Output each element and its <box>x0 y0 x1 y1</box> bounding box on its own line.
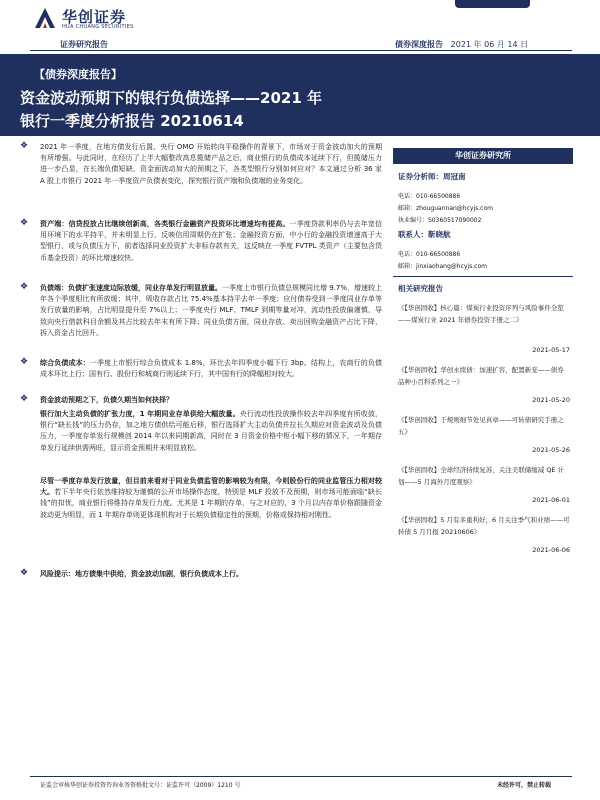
analyst1 <box>398 171 466 182</box>
sidebar-title: 华创证券研究所 <box>455 151 511 160</box>
analyst1-email: 邮箱：zhouguannan@hcyjs.com <box>398 205 493 212</box>
analyst1-cert: 执业编号：S0360517090002 <box>398 217 482 224</box>
related-report-date: 2021-05-26 <box>532 446 570 454</box>
analyst2 <box>398 229 451 240</box>
related-reports-title: 相关研究报告 <box>398 284 443 293</box>
related-report-date: 2021-06-01 <box>532 496 570 504</box>
header-meta <box>395 39 528 50</box>
analyst2-label: 联系人： <box>398 230 428 239</box>
paragraph-liabilities <box>40 283 382 339</box>
company-logo <box>32 5 192 35</box>
paragraph-cost <box>40 358 382 380</box>
cost-heading: 综合负债成本： <box>40 359 90 367</box>
report-type: 证券研究报告 <box>60 40 108 49</box>
related-report-date: 2021-05-20 <box>532 396 570 404</box>
paragraph-assets <box>40 219 382 264</box>
footer-license: 证监会审核华创证券投资咨询业务资格批文号：证监许可（2009）1210 号 <box>40 782 241 789</box>
bullet-icon: ❖ <box>20 282 29 292</box>
regulation-heading: 尽管一季度存单发行放量，但目前来看对于同业负债监管的影响较为有限，今则股份行的同业监管压力相对较大。 <box>40 477 382 497</box>
title-tag: 【债券深度报告】 <box>34 68 122 81</box>
related-report-item[interactable]: 《【华创固收】于规则细节处见真章——可转债研究手册之五》 <box>398 416 564 436</box>
sidebar-divider <box>393 276 573 277</box>
header-divider <box>30 50 572 51</box>
analyst1-phone: 电话：010-66500886 <box>398 193 461 200</box>
bullet-icon: ❖ <box>20 218 29 228</box>
bullet-icon: ❖ <box>20 394 29 404</box>
regulation-body: 若下半年央行依然维持较为谨慎的公开市场操作态度，特别是 MLF 投放不及预期，则市场可能面临“缺长钱”的扣忧，商业银行将维持存单发行力度。尤其是 1 年期的存单，与之对应的，3 个月以内存单价格跟随资金波动更为明显，而 1 年期存单则更体现机构对于长期负债稳定性的预期，价格或保持相对刚性。 <box>40 488 383 519</box>
related-report-item[interactable]: 《【华创固收】5 月有多重利好，6 月关注季气和业绩——可转债 5 月月报 20210606》 <box>398 516 570 536</box>
report-date: 2021 年 06 月 14 日 <box>450 40 529 49</box>
related-report-date: 2021-06-06 <box>532 546 570 554</box>
issuance-heading: 银行加大主动负债的扩张力度，1 年期同业存单供给大幅放量。 <box>40 410 240 418</box>
bullet-icon: ❖ <box>20 568 29 578</box>
related-report-item[interactable]: 《【华创固收】核心篇：煤炭行业投资序列与风险事件全览——煤炭行业 2021 年债券投资手册之二》 <box>398 304 564 324</box>
bullet-icon: ❖ <box>20 141 29 151</box>
paragraph-risk <box>40 569 382 580</box>
page-title-line1: 资金波动预期下的银行负债选择——2021 年 <box>20 89 322 107</box>
issuance-body: 央行流动性投放操作较去年四季度有所收敛，银行“缺长钱”的压力仍存，加之地方债供给可能后移，银行选择扩大主动负债并拉长久期应对资金波动及负债压力，一季度存单发行规模创 2014 年以来同期新高，同时在 3 月资金价格中枢小幅下移的情况下，一年期存单发行延续供需两旺，显示资金预期并未明显放松。 <box>40 410 383 452</box>
section-heading-duration <box>40 395 382 406</box>
header-tab-decoration <box>455 0 530 8</box>
related-report-date: 2021-05-17 <box>532 346 570 354</box>
page-title-line2: 银行一季度分析报告 20210614 <box>20 112 244 130</box>
cost-body: 一季度上市银行综合负债成本 1.8%，环比去年四季度小幅下行 3bp。结构上，农商行的负债成本环比上行；国有行、股份行和城商行则延续下行，其中国有行的降幅相对较大。 <box>40 359 382 379</box>
footer-divider <box>30 776 572 777</box>
analyst2-name: 靳晓航 <box>428 230 451 239</box>
analyst2-email: 邮箱：jinxiaohang@hcyjs.com <box>398 263 487 270</box>
assets-body: 一季度贷款利率仍与去年宽信用环境下的水平持平，并未明显上行，反映信用周期仍在扩张；金融投资方面，中小行的金融投资增速高于大型银行，或与负债压力下，前者选择同业投资扩大非标存款有关，这反映在一季度 FVTPL 类资产（主要包含货币基金投资）的环比增速较快。 <box>40 220 383 262</box>
logo-text-cn: 华创证券 <box>62 8 127 26</box>
logo-icon <box>32 5 58 31</box>
analyst1-name: 周冠南 <box>443 172 466 181</box>
footer-copyright: 未经许可，禁止转载 <box>497 782 552 789</box>
assets-heading: 资产端：信贷投放占比继续创新高，各类银行金融资产投资环比增速均有提高。 <box>40 220 290 228</box>
risk-heading: 风险提示： <box>40 570 75 578</box>
paragraph-issuance <box>40 409 382 454</box>
duration-heading: 资金波动预期之下，负债久期当如何抉择？ <box>40 396 173 404</box>
header-report-label: 债券深度报告 <box>395 40 443 49</box>
liabilities-heading: 负债端：负债扩张速度边际放缓，同业存单发行明显放量。 <box>40 284 222 292</box>
related-report-item[interactable]: 《【华创固收】华创永续债：加速扩容，配置新宠——债券品种小百科系列之一》 <box>398 366 564 386</box>
logo-text-en: HUA CHUANG SECURITIES <box>62 24 134 30</box>
related-report-item[interactable]: 《【华创固收】全球经济持续复苏，关注美联储缩减 QE 计划——5 月海外月度观察》 <box>398 466 565 486</box>
bullet-icon: ❖ <box>20 357 29 367</box>
analyst1-label: 证券分析师： <box>398 172 443 181</box>
liabilities-body: 一季度上市银行负债总规模同比增 9.7%，增速较上年各个季度相比有所放缓；其中，吸收存款占比 75.4%基本持平去年一季度；应付债券受到一季度同业存单等发行放量的影响，占比明显提升至 7%以上；一季度央行 MLF、TMLF 到期等量对冲，流动性投放偏谨慎，导致向央行借款科目余额及其占比较去年末有所下降；同业负债方面，同业存放、卖出回购金融资产占比下降，拆入资金占比回升。 <box>40 284 383 337</box>
paragraph-regulation <box>40 476 382 521</box>
paragraph-intro: 2021 年一季度，在地方债发行后置、央行 OMO 开始转向平稳操作的背景下，市场对于资金波动加大的预期有所增强。与此同时，在经历了上半大幅整改高息揽储产品之后，商业银行的负债成本延续下行，但揽储压力进一步凸显，在长端负债短缺、资金面波动加大的预期之下，各类型银行分别如何应对？本文通过分析 36 家 A 股上市银行 2021 年一季度资产负债表变化，探究银行资产端和负债端的业务变化。 <box>40 143 382 185</box>
risk-body: 地方债集中供给，资金波动加剧，银行负债成本上行。 <box>75 570 243 578</box>
analyst2-phone: 电话：010-66500886 <box>398 251 461 258</box>
